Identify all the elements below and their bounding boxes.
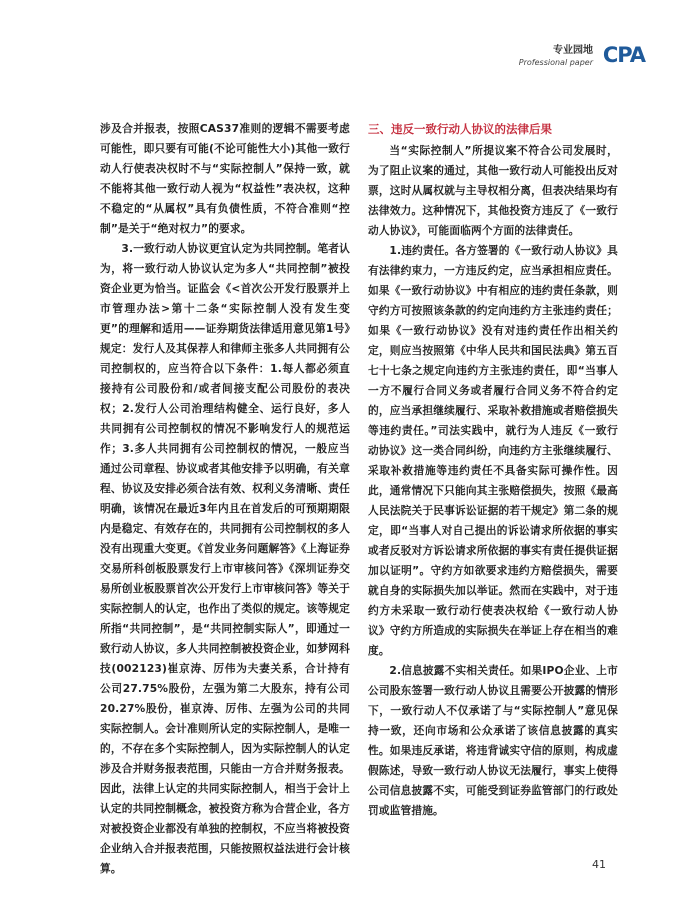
cpa-logo-text: CPA xyxy=(602,43,645,67)
section-title-en: Professional paper xyxy=(518,58,593,67)
left-column xyxy=(100,119,350,879)
right-paragraph-2: 1.违约责任。各方签署的《一致行动人协议》具有法律约束力，一方违反约定，应当承担相应责任。如果《一致行动协议》中有相应的违约责任条款，则守约方可按照该条款的约定向违约方主张违约责任；如果《一致行动协议》没有对违约责任作出相关约定，则应当按照第《中华人民共和国民法典》第五百七十七条之规定向违约方主张违约责任，即“当事人一方不履行合同义务或者履行合同义务不符合约定的，应当承担继续履行、采取补救措施或者赔偿损失等违约责任。”司法实践中，就行为人违反《一致行动协议》这一类合同纠纷，向违约方主张继续履行、采取补救措施等违约责任不具备实际可操作性。因此，通常情况下只能向其主张赔偿损失，按照《最高人民法院关于民事诉讼证据的若干规定》第二条的规定，即“当事人对自己提出的诉讼请求所依据的事实或者反驳对方诉讼请求所依据的事实有责任提供证据加以证明”。守约方如欲要求违约方赔偿损失，需要就自身的实际损失加以举证。然而在实践中，对于违约方未采取一致行动行使表决权给《一致行动人协议》守约方所造成的实际损失在举证上存在相当的难度。 xyxy=(368,244,618,657)
page-number: 41 xyxy=(592,858,606,871)
right-column xyxy=(368,119,618,821)
left-paragraph-1: 涉及合并报表，按照CAS37准则的逻辑不需要考虑可能性，即只要有可能(不论可能性大小)其他一致行动人行使表决权时不与“实际控制人”保持一致，就不能将其他一致行动人视为“权益性”表决权，这种不稳定的“从属权”具有负债性质，不符合准则“控制”是关于“绝对权力”的要求。 xyxy=(100,122,350,235)
right-paragraph-3: 2.信息披露不实相关责任。如果IPO企业、上市公司股东签署一致行动人协议且需要公开披露的情形下，一致行动人不仅承诺了与“实际控制人”意见保持一致，还向市场和公众承诺了该信息披露的真实性。如果违反承诺，将违背诚实守信的原则，构成虚假陈述，导致一致行动人协议无法履行，事实上使得公司信息披露不实，可能受到证券监管部门的行政处罚或监管措施。 xyxy=(368,664,618,817)
section-header xyxy=(519,44,593,68)
cpa-logo xyxy=(603,42,645,68)
right-paragraph-1: 当“实际控制人”所提议案不符合公司发展时，为了阻止议案的通过，其他一致行动人可能投出反对票，这时从属权就与主导权相分离，但表决结果均有法律效力。这种情况下，其他投资方违反了《一致行动人协议》，可能面临两个方面的法律责任。 xyxy=(368,144,618,237)
section-title-cn: 专业园地 xyxy=(553,45,593,56)
section-heading: 三、违反一致行动人协议的法律后果 xyxy=(368,122,552,136)
left-paragraph-2: 3.一致行动人协议更宜认定为共同控制。笔者认为，将一致行动人协议认定为多人“共同控制”被投资企业更为恰当。证监会《<首次公开发行股票并上市管理办法>第十二条“实际控制人没有发生变更”的理解和适用——证券期货法律适用意见第1号》规定：发行人及其保荐人和律师主张多人共同拥有公司控制权的，应当符合以下条件：1.每人都必须直接持有公司股份和/或者间接支配公司股份的表决权；2.发行人公司治理结构健全、运行良好，多人共同拥有公司控制权的情况不影响发行人的规范运作；3.多人共同拥有公司控制权的情况，一般应当通过公司章程、协议或者其他安排予以明确，有关章程、协议及安排必须合法有效、权利义务清晰、责任明确，该情况在最近3年内且在首发后的可预期期限内是稳定、有效存在的，共同拥有公司控制权的多人没有出现重大变更。《首发业务问题解答》《上海证券交易所科创板股票发行上市审核问答》《深圳证券交易所创业板股票首次公开发行上市审核问答》等关于实际控制人的认定，也作出了类似的规定。该等规定所指“共同控制”，是“共同控制实际人”，即通过一致行动人协议，多人共同控制被投资企业，如梦网科技(002123)崔京涛、厉伟为夫妻关系，合计持有公司27.75%股份，左强为第二大股东，持有公司20.27%股份，崔京涛、厉伟、左强为公司的共同实际控制人。会计准则所认定的实际控制人，是唯一的，不存在多个实际控制人，因为实际控制人的认定涉及合并财务报表范围，只能由一方合并财务报表。因此，法律上认定的共同实际控制人，相当于会计上认定的共同控制概念，被投资方称为合营企业，各方对被投资企业都没有单独的控制权，不应当将被投资企业纳入合并报表范围，只能按照权益法进行会计核算。 xyxy=(100,242,350,875)
